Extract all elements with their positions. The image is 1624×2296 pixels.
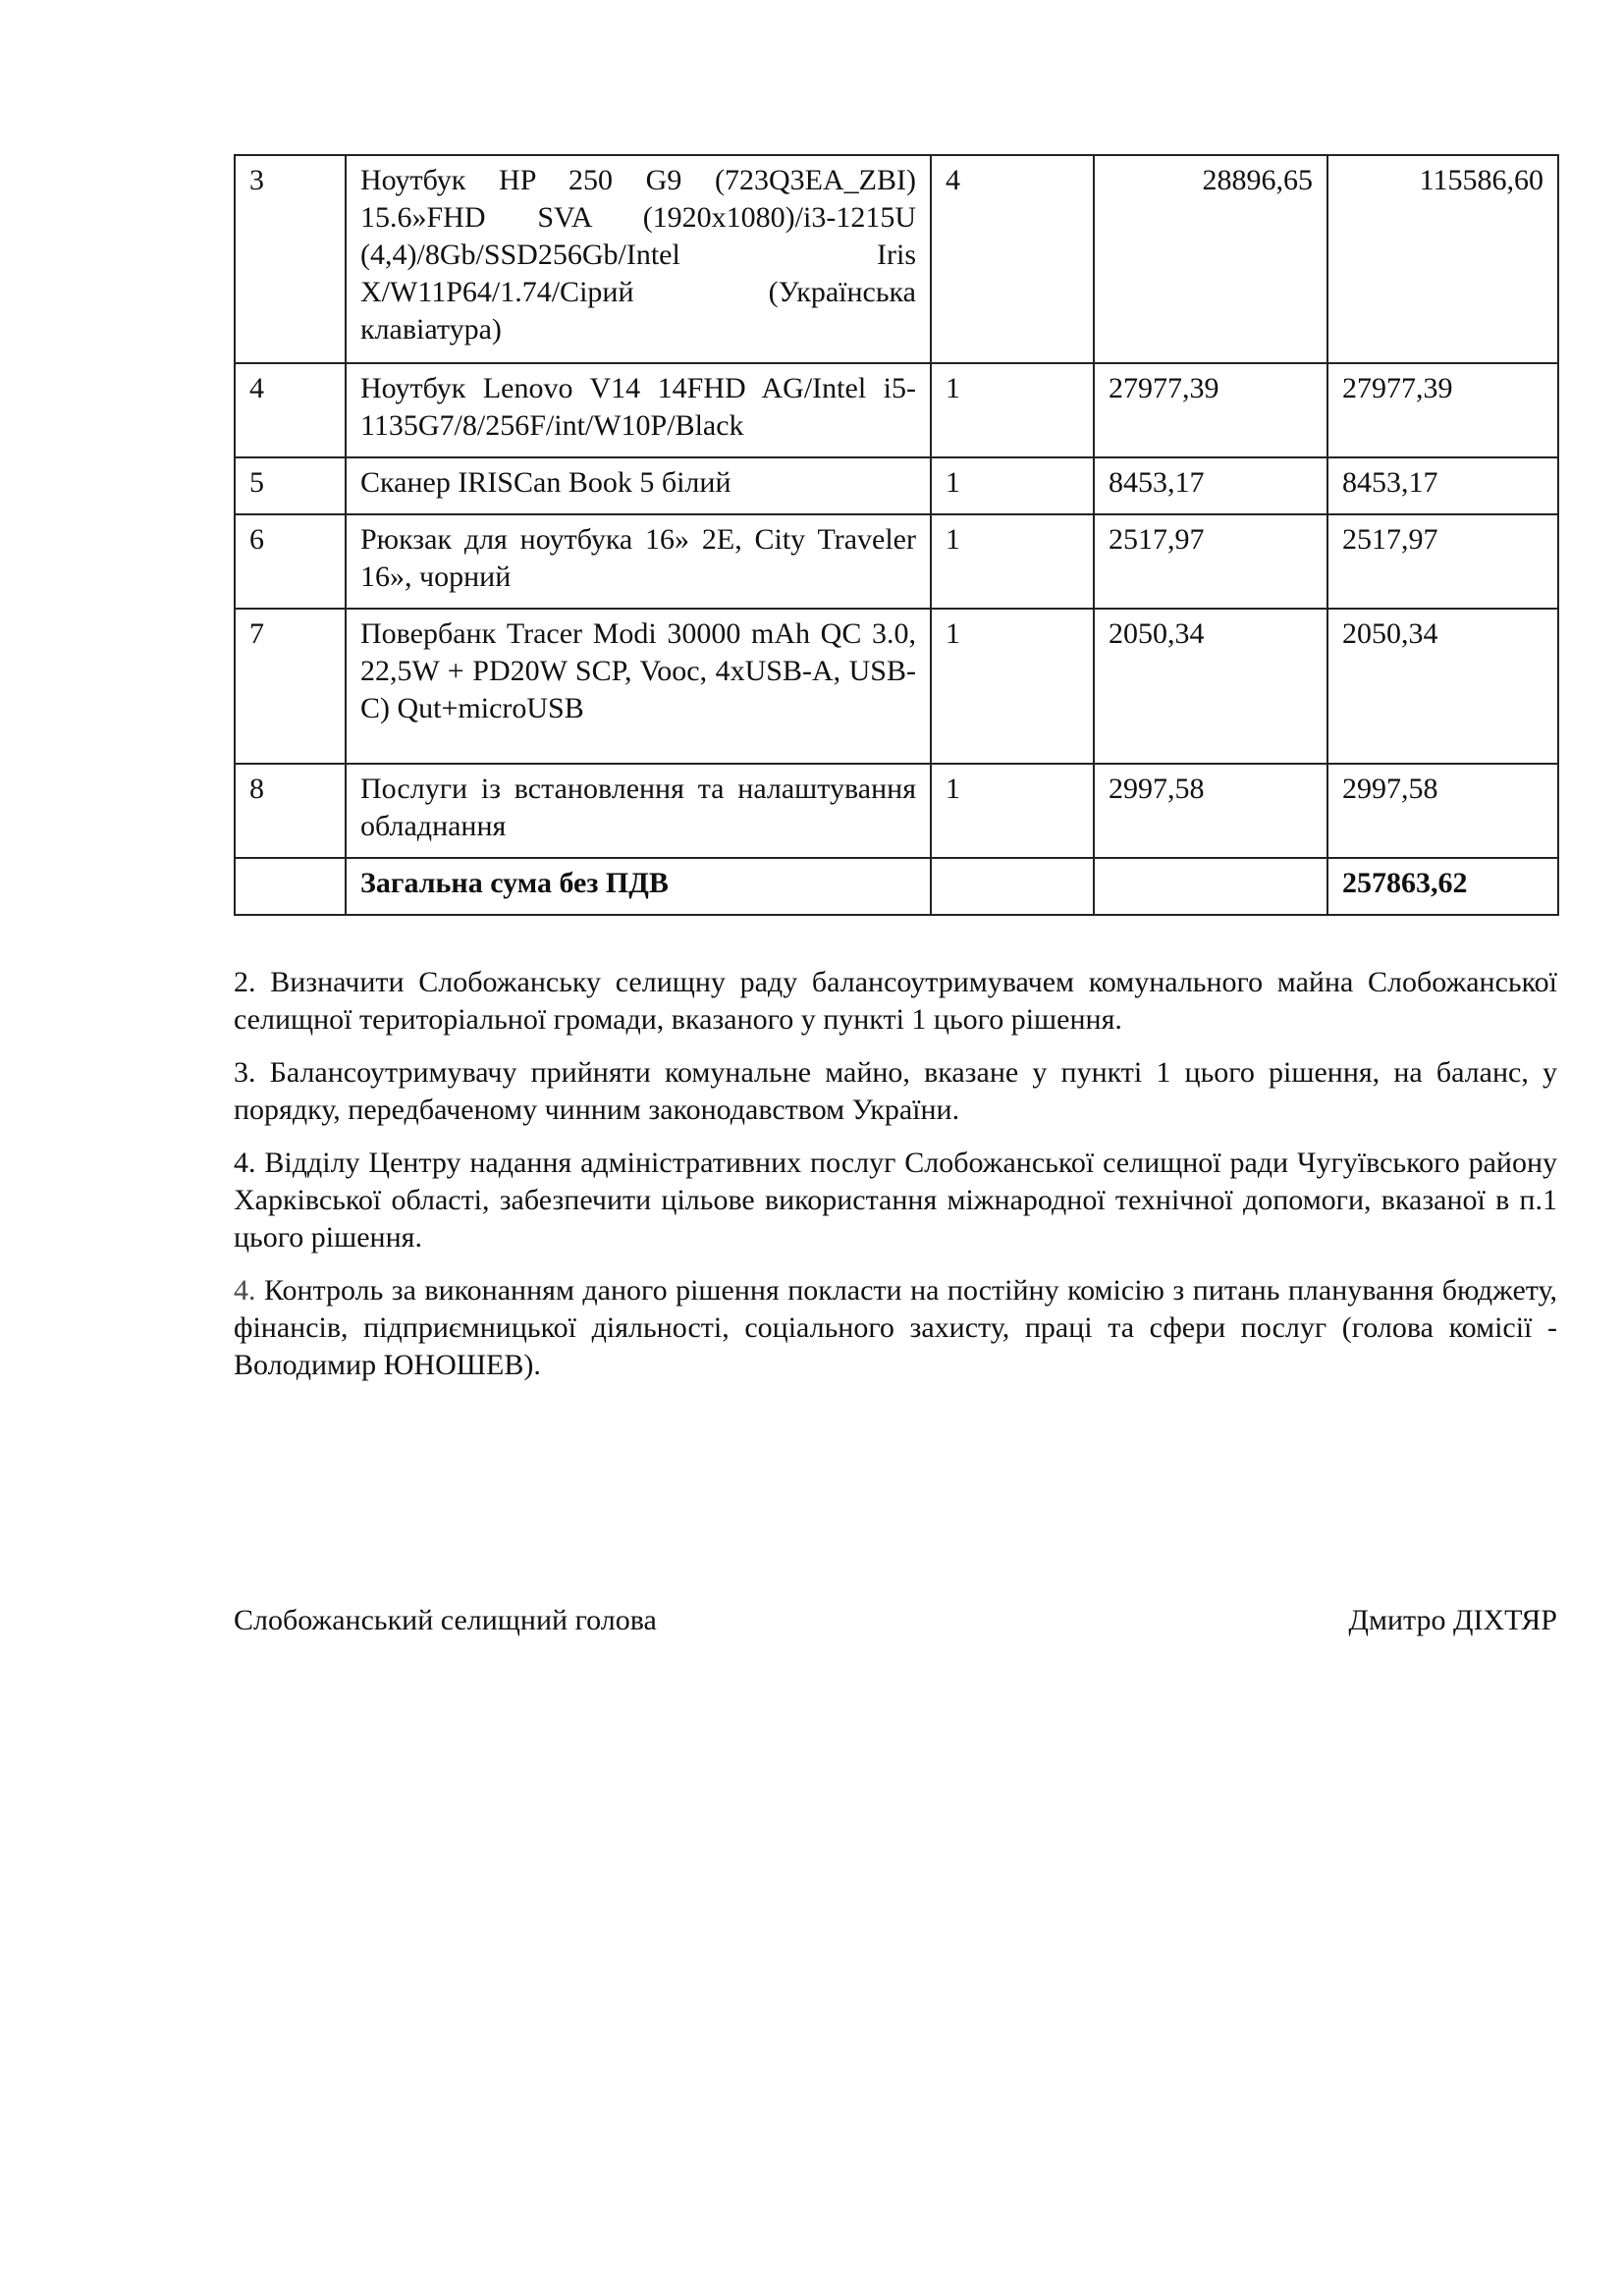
- total-value: 257863,62: [1327, 858, 1558, 915]
- item-sum: 2997,58: [1327, 764, 1558, 858]
- item-name: Ноутбук Lenovo V14 14FHD AG/Intel i5-1135G7/8/256F/int/W10P/Black: [346, 363, 931, 457]
- total-label: Загальна сума без ПДВ: [346, 858, 931, 915]
- item-quantity: 1: [931, 457, 1094, 514]
- item-sum: 2050,34: [1327, 609, 1558, 764]
- paragraph-3: 3. Балансоутримувачу прийняти комунальне майно, вказане у пункті 1 цього рішення, на баланс, у порядку, передбаченому чинним законодавством України.: [234, 1056, 1557, 1126]
- item-quantity: 1: [931, 514, 1094, 609]
- item-sum: 115586,60: [1327, 155, 1558, 363]
- item-sum: 27977,39: [1327, 363, 1558, 457]
- table-row: [235, 363, 1558, 457]
- paragraph-control-number: 4.: [234, 1274, 256, 1307]
- item-quantity: 1: [931, 609, 1094, 764]
- decision-paragraphs: [234, 964, 1557, 1400]
- item-name: Послуги із встановлення та налаштування обладнання: [346, 764, 931, 858]
- empty-cell: [1094, 858, 1327, 915]
- row-number: 4: [235, 363, 346, 457]
- row-number: 5: [235, 457, 346, 514]
- item-price: 8453,17: [1094, 457, 1327, 514]
- item-sum: 2517,97: [1327, 514, 1558, 609]
- empty-cell: [931, 858, 1094, 915]
- table-total-row: [235, 858, 1558, 915]
- item-price: 28896,65: [1094, 155, 1327, 363]
- paragraph-4: 4. Відділу Центру надання адміністративних послуг Слобожанської селищної ради Чугуївського району Харківської області, забезпечити цільове використання міжнародної технічної допомоги, вказаної в п.1 цього рішення.: [234, 1147, 1557, 1254]
- item-price: 2997,58: [1094, 764, 1327, 858]
- signatory-name: Дмитро ДІХТЯР: [1348, 1604, 1557, 1636]
- row-number: 8: [235, 764, 346, 858]
- table-row: [235, 457, 1558, 514]
- item-quantity: 4: [931, 155, 1094, 363]
- item-name: Ноутбук HP 250 G9 (723Q3EA_ZBI) 15.6»FHD SVA (1920x1080)/i3-1215U (4,4)/8Gb/SSD256Gb/Intel Iris X/W11P64/1.74/Сірий (Українська клавіатура): [346, 155, 931, 363]
- paragraph-2: 2. Визначити Слобожанську селищну раду балансоутримувачем комунального майна Слобожанської селищної територіальної громади, вказаного у пункті 1 цього рішення.: [234, 966, 1557, 1036]
- empty-cell: [235, 858, 346, 915]
- item-price: 2517,97: [1094, 514, 1327, 609]
- paragraph-control-text: Контроль за виконанням даного рішення покласти на постійну комісію з питань планування бюджету, фінансів, підприємницької діяльності, соціального захисту, праці та сфери послуг (голова комісії - Володимир ЮНОШЕВ).: [234, 1274, 1557, 1381]
- equipment-table: [234, 154, 1559, 916]
- table-row: [235, 514, 1558, 609]
- paragraph-control: [234, 1272, 1557, 1384]
- signature-block: [234, 1602, 1557, 1639]
- item-name: Повербанк Tracer Modi 30000 mAh QC 3.0, 22,5W + PD20W SCP, Vooc, 4xUSB-A, USB-C) Qut+microUSB: [346, 609, 931, 764]
- item-quantity: 1: [931, 764, 1094, 858]
- row-number: 7: [235, 609, 346, 764]
- item-sum: 8453,17: [1327, 457, 1558, 514]
- table-row: [235, 155, 1558, 363]
- item-name: Рюкзак для ноутбука 16» 2E, City Traveler 16», чорний: [346, 514, 931, 609]
- item-price: 27977,39: [1094, 363, 1327, 457]
- table-row: [235, 609, 1558, 764]
- signatory-position: Слобожанський селищний голова: [234, 1604, 657, 1636]
- item-price: 2050,34: [1094, 609, 1327, 764]
- row-number: 6: [235, 514, 346, 609]
- item-quantity: 1: [931, 363, 1094, 457]
- row-number: 3: [235, 155, 346, 363]
- item-name: Сканер IRISCan Book 5 білий: [346, 457, 931, 514]
- table-row: [235, 764, 1558, 858]
